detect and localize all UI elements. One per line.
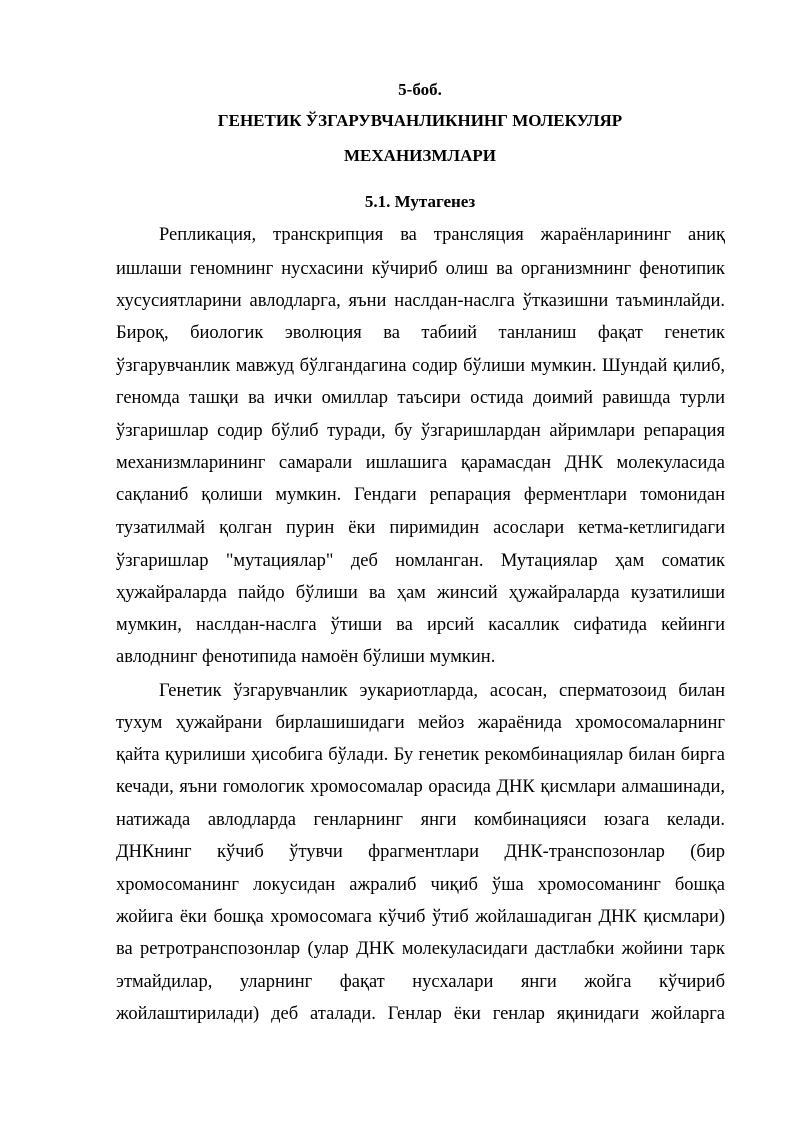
section-heading: 5.1. Мутагенез [364, 192, 476, 211]
chapter-title-line-2: МЕХАНИЗМЛАРИ [344, 146, 496, 165]
paragraph-1-line: механизмларининг самарали ишлашига қарамасдан ДНК молекуласида [116, 453, 725, 473]
paragraph-2-line: ДНКнинг кўчиб ўтувчи фрагментлари ДНК-транспозонлар (бир [116, 842, 725, 862]
paragraph-1-line: сақланиб қолиши мумкин. Гендаги репарация ферментлари томонидан [116, 485, 725, 505]
paragraph-1-line: мумкин, наслдан-наслга ўтиши ва ирсий касаллик сифатида кейинги [116, 615, 725, 635]
paragraph-1-line: ишлаши геномнинг нусхасини кўчириб олиш ва организмнинг фенотипик [116, 259, 725, 279]
paragraph-1-line: авлоднинг фенотипида намоён бўлиши мумкин. [116, 647, 496, 667]
paragraph-1-line: ўзгаришлар содир бўлиб туради, бу ўзгаришлардан айримлари репарация [116, 421, 725, 441]
paragraph-1-line: Бироқ, биологик эволюция ва табиий танланиш фақат генетик [116, 323, 725, 343]
paragraph-1-line: Репликация, транскрипция ва трансляция жараёнларининг аниқ [159, 225, 725, 245]
paragraph-2-line: хромосоманинг локусидан ажралиб чиқиб ўша хромосоманинг бошқа [116, 875, 725, 895]
paragraph-2-line: натижада авлодларда генларнинг янги комбинацияси юзага келади. [116, 810, 725, 830]
paragraph-2-line: жойига ёки бошқа хромосомага кўчиб ўтиб жойлашадиган ДНК қисмлари) [116, 907, 725, 927]
paragraph-2-line: кечади, яъни гомологик хромосомалар орасида ДНК қисмлари алмашинади, [116, 777, 725, 797]
paragraph-1-line: тузатилмай қолган пурин ёки пиримидин асослари кетма-кетлигидаги [116, 518, 725, 538]
paragraph-1-line: ўзгарувчанлик мавжуд бўлгандагина содир бўлиши мумкин. Шундай қилиб, [116, 356, 725, 376]
paragraph-2-line: қайта қурилиши ҳисобига бўлади. Бу генетик рекомбинациялар билан бирга [116, 745, 725, 765]
paragraph-2-line: тухум ҳужайрани бирлашишидаги мейоз жараёнида хромосомаларнинг [116, 713, 725, 733]
paragraph-2-line: жойлаштирилади) деб аталади. Генлар ёки генлар яқинидаги жойларга [116, 1004, 725, 1024]
paragraph-1-line: геномда ташқи ва ички омиллар таъсири остида доимий равишда турли [116, 388, 725, 408]
paragraph-1-line: хусусиятларини авлодларга, яъни наслдан-наслга ўтказишни таъминлайди. [116, 291, 725, 311]
paragraph-1-line: ўзгаришлар "мутациялар" деб номланган. Мутациялар ҳам соматик [116, 551, 725, 571]
chapter-title-line-1: ГЕНЕТИК ЎЗГАРУВЧАНЛИКНИНГ МОЛЕКУЛЯР [217, 111, 623, 130]
chapter-number: 5-боб. [398, 80, 442, 99]
paragraph-1-line: ҳужайраларда пайдо бўлиши ва ҳам жинсий ҳужайраларда кузатилиши [116, 583, 725, 603]
paragraph-2-line: Генетик ўзгарувчанлик эукариотларда, асосан, сперматозоид билан [159, 681, 725, 701]
paragraph-2-line: ва ретротранспозонлар (улар ДНК молекуласидаги дастлабки жойини тарк [116, 939, 725, 959]
paragraph-2-line: этмайдилар, уларнинг фақат нусхалари янги жойга кўчириб [116, 972, 725, 992]
